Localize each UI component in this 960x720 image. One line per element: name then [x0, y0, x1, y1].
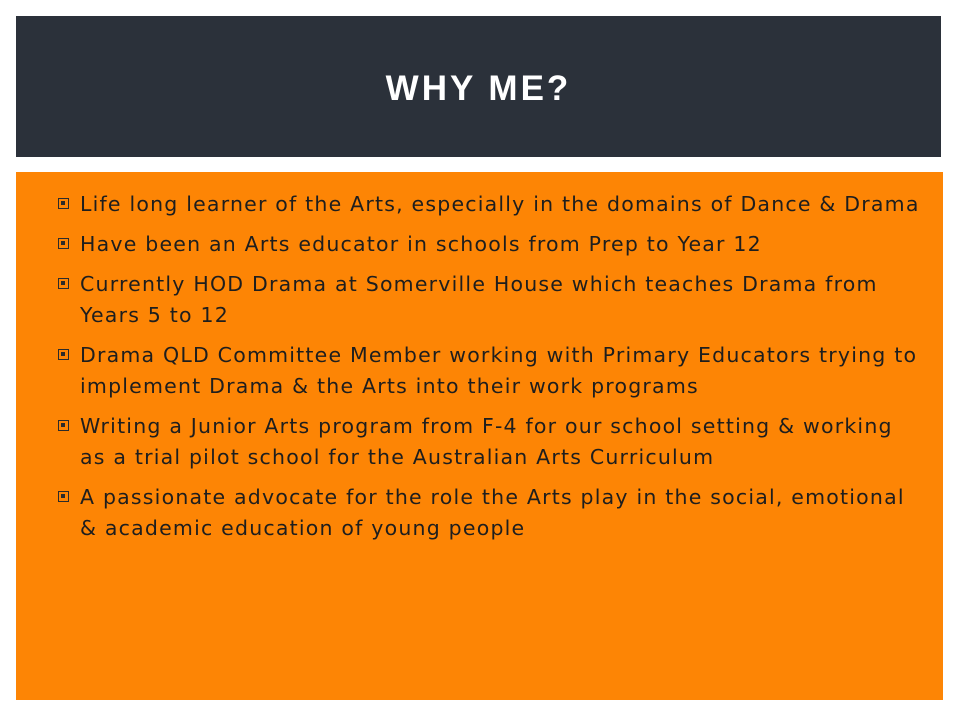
bullet-text: Life long learner of the Arts, especially in the domains of Dance & Drama	[80, 192, 920, 216]
bullet-list	[16, 172, 943, 544]
bullet-item	[58, 411, 923, 473]
bullet-item	[58, 269, 923, 331]
bullet-text: Have been an Arts educator in schools from Prep to Year 12	[80, 232, 762, 256]
square-bullet-icon	[58, 238, 69, 249]
bullet-item	[58, 340, 923, 402]
square-bullet-icon	[58, 198, 69, 209]
square-bullet-icon	[58, 420, 69, 431]
bullet-item	[58, 482, 923, 544]
bullet-text: Currently HOD Drama at Somerville House which teaches Drama from Years 5 to 12	[80, 272, 878, 327]
content-panel	[16, 172, 943, 700]
square-bullet-icon	[58, 349, 69, 360]
square-bullet-icon	[58, 491, 69, 502]
bullet-text: Drama QLD Committee Member working with Primary Educators trying to implement Drama & the Arts into their work programs	[80, 343, 918, 398]
bullet-item	[58, 229, 923, 260]
square-bullet-icon	[58, 278, 69, 289]
bullet-item	[58, 189, 923, 220]
bullet-text: Writing a Junior Arts program from F-4 for our school setting & working as a trial pilot school for the Australian Arts Curriculum	[80, 414, 893, 469]
title-bar	[16, 16, 941, 157]
bullet-text: A passionate advocate for the role the Arts play in the social, emotional & academic education of young people	[80, 485, 905, 540]
slide-title: WHY ME?	[385, 68, 572, 108]
